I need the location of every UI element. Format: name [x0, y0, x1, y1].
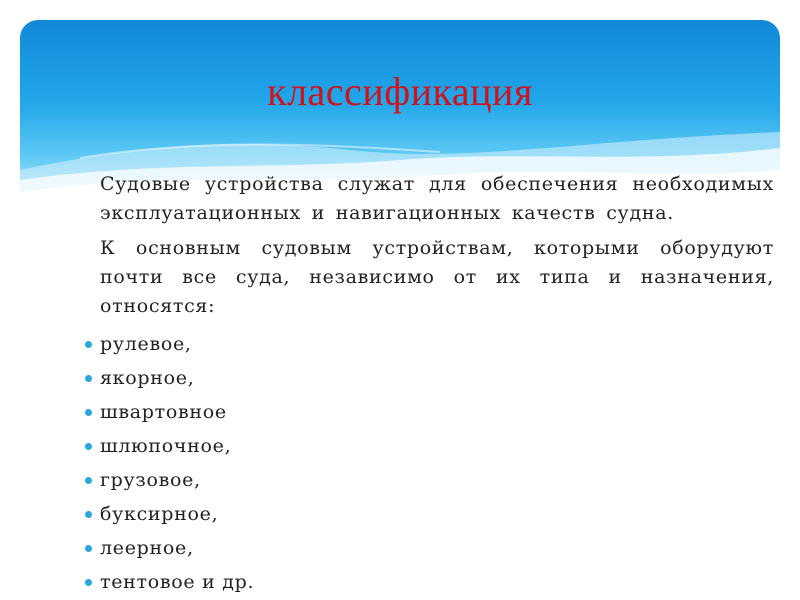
bullet-dot-icon [85, 545, 92, 552]
bullet-dot-icon [85, 409, 92, 416]
list-item: шлюпочное, [82, 429, 774, 463]
list-item: буксирное, [82, 497, 774, 531]
device-list [82, 327, 774, 599]
list-item: швартовное [82, 395, 774, 429]
bullet-dot-icon [85, 443, 92, 450]
bullet-dot-icon [85, 511, 92, 518]
list-item: якорное, [82, 361, 774, 395]
slide-title: классификация [267, 69, 533, 114]
paragraph-main: К основным судовым устройствам, которыми оборудуют почти все суда, независимо от их типа и назначения, относятся: [100, 237, 774, 317]
bullet-dot-icon [85, 341, 92, 348]
bullet-dot-icon [85, 375, 92, 382]
list-item: грузовое, [82, 463, 774, 497]
list-item: тентовое и др. [82, 565, 774, 599]
slide-body [82, 170, 774, 599]
paragraph-intro: Судовые устройства служат для обеспечения необходимых эксплуатационных и навигационных качеств судна. [100, 173, 774, 224]
list-item: леерное, [82, 531, 774, 565]
list-item: рулевое, [82, 327, 774, 361]
bullet-dot-icon [85, 579, 92, 586]
bullet-dot-icon [85, 477, 92, 484]
